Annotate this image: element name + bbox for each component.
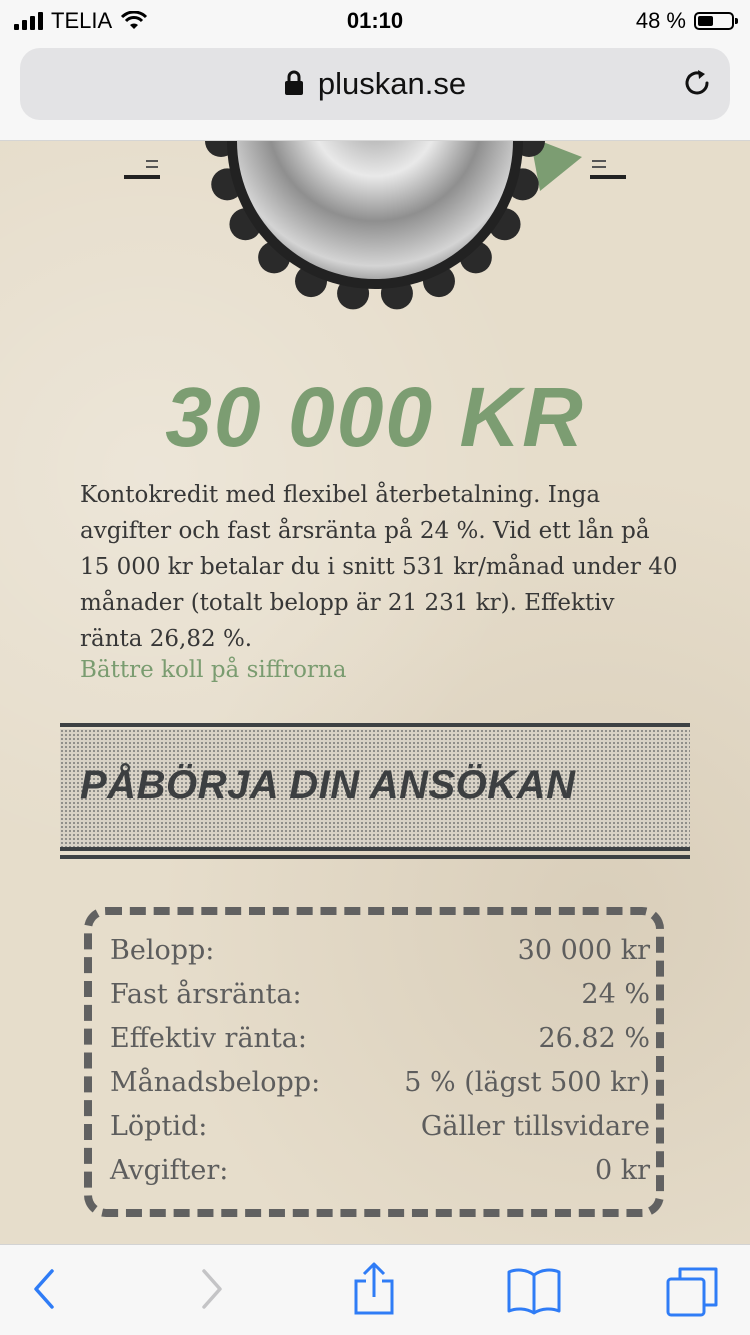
chevron-right-icon[interactable] — [196, 1267, 226, 1311]
lock-icon — [284, 70, 304, 96]
info-value: 30 000 kr — [517, 935, 650, 966]
info-row — [110, 1111, 650, 1155]
info-label: Löptid: — [110, 1111, 208, 1142]
dial-tick-left — [124, 155, 164, 185]
page-content — [0, 141, 750, 1244]
url-text[interactable]: pluskan.se — [317, 66, 467, 101]
loan-amount: 30 000 KR — [165, 370, 585, 464]
reload-icon[interactable] — [680, 66, 714, 100]
info-value: 24 % — [581, 979, 650, 1010]
info-label: Belopp: — [110, 935, 215, 966]
browser-toolbar — [0, 1244, 750, 1335]
loan-info-box — [84, 907, 664, 1217]
battery-icon — [694, 12, 734, 30]
more-info-link[interactable]: Bättre koll på siffrorna — [80, 657, 347, 683]
info-label: Avgifter: — [110, 1155, 229, 1186]
book-icon[interactable] — [506, 1267, 562, 1315]
battery-percent: 48 % — [635, 8, 686, 33]
loan-description: Kontokredit med flexibel återbetalning. Inga avgifter och fast årsränta på 24 %. Vid ett lån på 15 000 kr betalar du i snitt 531 kr/månad under 40 månader (totalt belopp är 21 231 kr). Effektiv ränta 26,82 %. — [80, 482, 678, 652]
info-row — [110, 1023, 650, 1067]
info-label: Fast årsränta: — [110, 979, 302, 1010]
info-value: 5 % (lägst 500 kr) — [404, 1067, 650, 1098]
info-label: Effektiv ränta: — [110, 1023, 307, 1054]
apply-banner[interactable] — [60, 723, 690, 861]
carrier-name: TELIA — [51, 8, 113, 33]
info-label: Månadsbelopp: — [110, 1067, 321, 1098]
dial-tick-right — [590, 155, 630, 185]
info-row — [110, 979, 650, 1023]
info-row — [110, 1067, 650, 1111]
status-right — [636, 8, 734, 34]
info-value: Gäller tillsvidare — [420, 1111, 650, 1142]
info-row — [110, 1155, 650, 1199]
status-bar — [0, 0, 750, 40]
amount-dial[interactable] — [186, 141, 564, 341]
tabs-icon[interactable] — [666, 1265, 720, 1317]
info-value: 0 kr — [594, 1155, 650, 1186]
browser-top-bar — [0, 40, 750, 141]
apply-banner-title[interactable]: PÅBÖRJA DIN ANSÖKAN — [80, 763, 576, 807]
info-row — [110, 935, 650, 979]
info-value: 26.82 % — [538, 1023, 650, 1054]
share-icon[interactable] — [352, 1261, 396, 1317]
chevron-left-icon[interactable] — [30, 1267, 60, 1311]
status-time: 01:10 — [346, 8, 404, 33]
address-bar[interactable] — [20, 48, 730, 120]
